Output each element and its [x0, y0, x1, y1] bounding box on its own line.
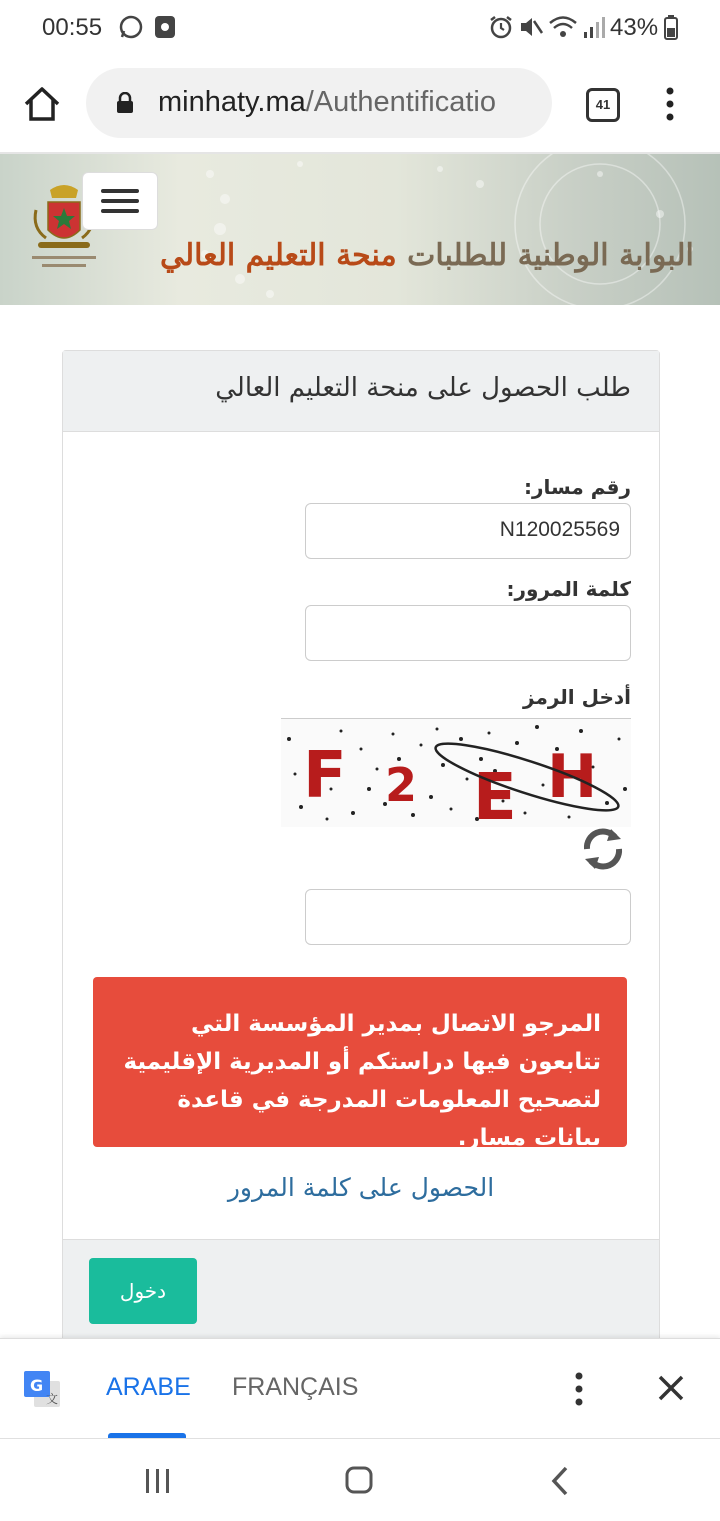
translate-bar [0, 1338, 720, 1439]
home-icon[interactable] [22, 84, 62, 124]
alert-message: المرجو الاتصال بمدير المؤسسة التي تتابعون فيها دراستكم أو المديرية الإقليمية لتصحيح المعلومات المدرجة في قاعدة بيانات مسار. [123, 1011, 601, 1151]
address-bar[interactable] [86, 68, 552, 138]
login-button[interactable]: دخول [89, 1258, 197, 1324]
svg-text:E: E [473, 761, 517, 827]
page-title: طلب الحصول على منحة التعليم العالي [215, 373, 631, 403]
svg-text:G: G [30, 1376, 44, 1395]
captcha-image [281, 718, 631, 827]
lock-icon [116, 92, 134, 114]
browser-toolbar [0, 58, 720, 154]
system-nav-bar [0, 1438, 720, 1521]
svg-text:2: 2 [385, 758, 418, 812]
alarm-icon [488, 14, 514, 40]
status-bar [0, 0, 720, 58]
mute-icon [518, 14, 544, 40]
url-host: minhaty.ma [158, 86, 306, 118]
back-icon[interactable] [550, 1465, 570, 1497]
language-tab-french[interactable]: FRANÇAIS [232, 1373, 359, 1401]
password-label: كلمة المرور: [506, 577, 631, 601]
url-path: /Authentificatio [305, 86, 496, 118]
login-panel [62, 350, 660, 1342]
panel-header [63, 351, 659, 432]
panel-footer [63, 1239, 659, 1342]
whatsapp-icon [118, 14, 144, 40]
svg-text:F: F [303, 739, 347, 813]
captcha-noise [281, 719, 631, 827]
portal-banner-title: البوابة الوطنية للطلبات منحة التعليم العالي [160, 238, 694, 273]
svg-text:H: H [547, 742, 598, 812]
svg-text:文: 文 [46, 1392, 59, 1406]
recent-apps-icon[interactable] [144, 1467, 172, 1495]
banner-decoration [180, 154, 720, 305]
massar-input[interactable] [305, 503, 631, 559]
menu-toggle-button[interactable] [82, 172, 158, 230]
massar-value: N120025569 [499, 518, 620, 541]
translate-options-icon[interactable] [570, 1369, 588, 1409]
captcha-label: أدخل الرمز [523, 685, 631, 709]
captcha-input[interactable] [305, 889, 631, 945]
gallery-icon [154, 15, 176, 39]
site-header-banner [0, 154, 720, 305]
wifi-icon [548, 14, 578, 40]
more-vert-icon[interactable] [660, 84, 680, 124]
refresh-captcha-icon[interactable] [577, 823, 629, 875]
massar-label: رقم مسار: [523, 475, 631, 499]
close-icon[interactable] [656, 1373, 686, 1403]
signal-icon [582, 14, 606, 40]
battery-icon [664, 14, 678, 40]
tab-switcher-button[interactable]: 41 [586, 88, 620, 122]
url-text [158, 86, 546, 119]
get-password-link[interactable]: الحصول على كلمة المرور [227, 1173, 495, 1202]
language-tab-arabic[interactable]: ARABE [106, 1373, 191, 1401]
nav-home-icon[interactable] [344, 1465, 374, 1495]
google-translate-icon [22, 1369, 62, 1409]
error-alert [93, 977, 627, 1151]
clock: 00:55 [42, 14, 103, 41]
password-input[interactable] [305, 605, 631, 661]
battery-level: 43% [610, 14, 659, 41]
